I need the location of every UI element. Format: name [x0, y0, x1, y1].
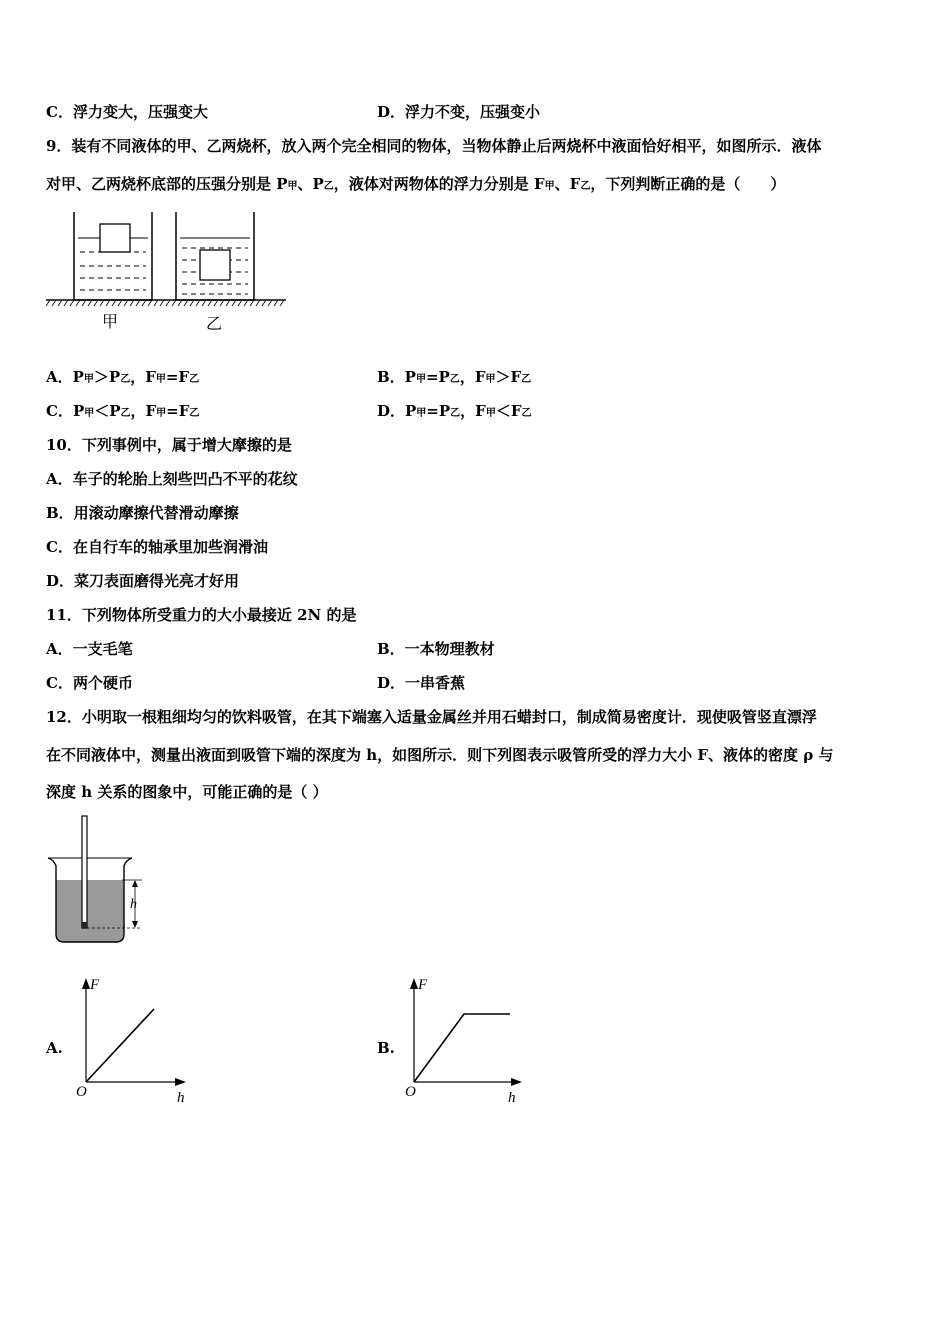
q12-stem-line2: 在不同液体中，测量出液面到吸管下端的深度为 h，如图所示．则下列图表示吸管所受的浮力大小 F、液体的密度 ρ 与: [46, 746, 834, 764]
q12-graph-b: [402, 972, 532, 1107]
q9-option-c: C．P甲＜P乙，F甲=F乙: [46, 402, 200, 420]
q8-option-d: D．浮力不变，压强变小: [377, 103, 541, 121]
beaker-yi: [176, 212, 254, 300]
q10-option-a: A．车子的轮胎上刻些凹凸不平的花纹: [46, 470, 298, 488]
q10-option-b: B．用滚动摩擦代替滑动摩擦: [46, 504, 239, 522]
q12-option-a-label: A.: [46, 1039, 63, 1057]
axis-y-label: F: [90, 977, 100, 993]
series-line: [414, 1014, 510, 1082]
axis-x-label: h: [177, 1090, 185, 1106]
q9-stem-line2: 对甲、乙两烧杯底部的压强分别是 P甲、P乙，液体对两物体的浮力分别是 F甲、F乙，下列判断正确的是（ ）: [46, 175, 786, 193]
label-jia: 甲: [102, 314, 119, 331]
q11-option-c: C．两个硬币: [46, 674, 133, 692]
q12-stem-line3: 深度 h 关系的图象中，可能正确的是（ ）: [46, 783, 328, 801]
q10-option-d: D．菜刀表面磨得光亮才好用: [46, 572, 240, 590]
q10-option-c: C．在自行车的轴承里加些润滑油: [46, 538, 268, 556]
origin-label: O: [76, 1084, 87, 1100]
q11-option-d: D．一串香蕉: [377, 674, 466, 692]
axis-y-label: F: [418, 977, 428, 993]
q10-stem: 10．下列事例中，属于增大摩擦的是: [46, 436, 292, 454]
y-arrow: [82, 978, 90, 989]
q9-option-d: D．P甲=P乙，F甲＜F乙: [377, 402, 532, 420]
object-jia: [100, 224, 130, 252]
metal-plug: [82, 922, 87, 928]
object-yi: [200, 250, 230, 280]
q9-option-b: B．P甲=P乙，F甲＞F乙: [377, 368, 532, 386]
axis-x-label: h: [508, 1090, 516, 1106]
series-line: [86, 1009, 154, 1082]
q11-option-b: B．一本物理教材: [377, 640, 495, 658]
q9-option-a: A．P甲＞P乙，F甲=F乙: [46, 368, 200, 386]
beaker-jia: [74, 212, 152, 300]
straw: [82, 816, 87, 928]
q12-stem-line1: 12．小明取一根粗细均匀的饮料吸管，在其下端塞入适量金属丝并用石蜡封口，制成简易密度计．现使吸管竖直漂浮: [46, 708, 817, 726]
q11-stem: 11．下列物体所受重力的大小最接近 2N 的是: [46, 606, 357, 624]
q12-graph-a: [74, 972, 194, 1107]
q12-densimeter-figure: [44, 812, 164, 952]
ground-hatch: [46, 300, 284, 306]
q9-stem-line1: 9．装有不同液体的甲、乙两烧杯，放入两个完全相同的物体，当物体静止后两烧杯中液面恰好相平，如图所示．液体: [46, 137, 822, 155]
label-yi: 乙: [206, 316, 223, 333]
q12-option-b-label: B.: [377, 1039, 395, 1057]
x-arrow: [511, 1078, 522, 1086]
origin-label: O: [405, 1084, 416, 1100]
q11-option-a: A．一支毛笔: [46, 640, 133, 658]
q8-option-c: C．浮力变大，压强变大: [46, 103, 208, 121]
liquid: [56, 880, 124, 942]
x-arrow: [175, 1078, 186, 1086]
q9-beakers-figure: [46, 208, 292, 338]
h-label: h: [130, 897, 137, 912]
y-arrow: [410, 978, 418, 989]
